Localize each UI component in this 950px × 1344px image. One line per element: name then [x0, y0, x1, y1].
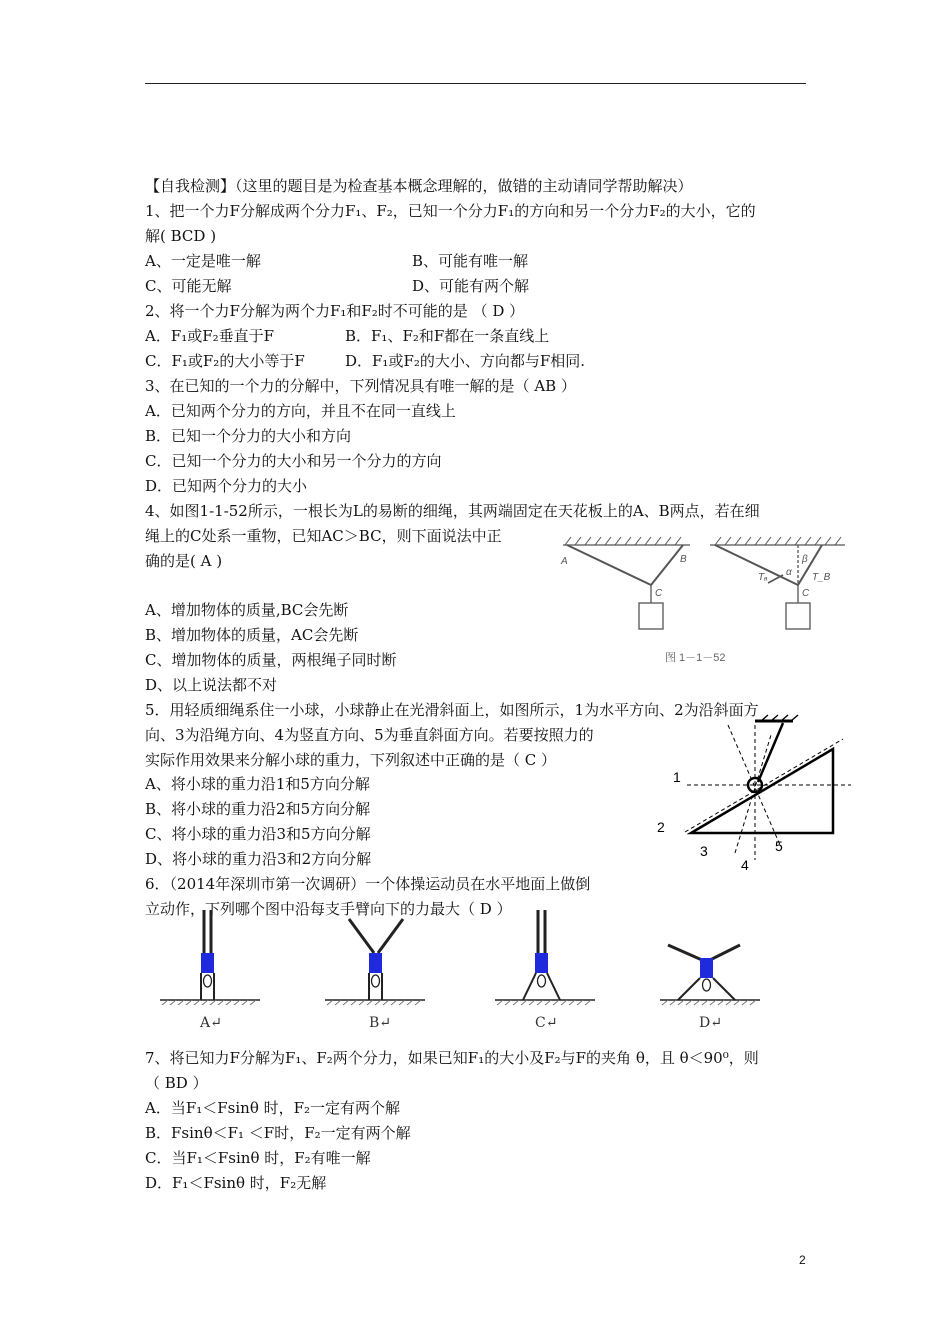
q4-option-d: D、以上说法都不对	[145, 676, 278, 694]
fig5-label-2: 2	[657, 819, 665, 835]
fig4-label-alpha: α	[786, 567, 792, 578]
q5-stem-line1: 5．用轻质细绳系住一小球，小球静止在光滑斜面上，如图所示，1为水平方向、2为沿斜面方	[145, 701, 759, 719]
fig4-label-a: A	[561, 556, 568, 567]
q2-option-a: A．F₁或F₂垂直于F	[145, 327, 275, 345]
fig4-label-c-left: C	[655, 588, 663, 599]
q3-option-d: D．已知两个分力的大小	[145, 477, 308, 495]
q2-option-d: D．F₁或F₂的大小、方向都与F相同.	[345, 352, 586, 370]
q5-stem-line3: 实际作用效果来分解小球的重力，下列叙述中正确的是（ C ）	[145, 751, 557, 769]
q5-option-d: D、将小球的重力沿3和2方向分解	[145, 850, 372, 868]
fig4-label-b: B	[680, 554, 687, 565]
q5-stem-line2: 向、3为沿绳方向、4为竖直方向、5为垂直斜面方向。若要按照力的	[145, 726, 594, 744]
section-heading: 【自我检测】（这里的题目是为检查基本概念理解的，做错的主动请同学帮助解决）	[145, 177, 693, 195]
q1-option-b: B、可能有唯一解	[412, 252, 529, 270]
fig4-label-c-right: C	[802, 588, 810, 599]
q4-option-a: A、增加物体的质量,BC会先断	[145, 601, 349, 619]
q7-option-b: B．Fsinθ＜F₁ ＜F时，F₂一定有两个解	[145, 1124, 411, 1142]
q7-option-a: A．当F₁＜Fsinθ 时，F₂一定有两个解	[145, 1099, 401, 1117]
q2-option-c: C．F₁或F₂的大小等于F	[145, 352, 305, 370]
handstand-figures	[150, 905, 780, 1035]
incline-figure	[655, 715, 855, 875]
q5-option-b: B、将小球的重力沿2和5方向分解	[145, 800, 371, 818]
q4-stem-line3: 确的是( A )	[145, 552, 223, 570]
q4-stem-line2: 绳上的C处系一重物，已知AC＞BC，则下面说法中正	[145, 527, 502, 545]
q4-option-b: B、增加物体的质量，AC会先断	[145, 626, 359, 644]
q4-option-c: C、增加物体的质量，两根绳子同时断	[145, 651, 397, 669]
header-rule	[145, 83, 806, 84]
fig4-caption: 图 1－1－52	[665, 652, 726, 664]
handstand-d	[660, 945, 760, 1005]
q1-stem-line1: 1、把一个力F分解成两个分力F₁、F₂，已知一个分力F₁的方向和另一个分力F₂的大小，它的	[145, 202, 756, 220]
q2-stem: 2、将一个力F分解为两个力F₁和F₂时不可能的是 （ D ）	[145, 302, 525, 320]
fig5-label-1: 1	[673, 769, 681, 785]
q1-option-d: D、可能有两个解	[412, 277, 530, 295]
handstand-c	[495, 910, 595, 1005]
q7-option-c: C．当F₁＜Fsinθ 时，F₂有唯一解	[145, 1149, 371, 1167]
handstand-a	[160, 910, 260, 1005]
rope-figure	[555, 530, 855, 670]
fig5-label-4: 4	[741, 857, 749, 873]
q6-stem-line1: 6．（2014年深圳市第一次调研）一个体操运动员在水平地面上做倒	[145, 875, 591, 893]
q5-option-a: A、将小球的重力沿1和5方向分解	[145, 775, 370, 793]
q1-stem-line2: 解( BCD )	[145, 227, 217, 245]
q1-option-a: A、一定是唯一解	[145, 252, 261, 270]
fig5-label-5: 5	[775, 838, 783, 854]
fig4-label-ta: Tₐ	[758, 572, 768, 583]
q3-option-a: A．已知两个分力的方向，并且不在同一直线上	[145, 402, 456, 420]
fig4-label-beta: β	[802, 554, 808, 565]
q7-stem-line2: （ BD ）	[145, 1074, 208, 1092]
handstand-b	[325, 919, 425, 1005]
q3-option-b: B．已知一个分力的大小和方向	[145, 427, 352, 445]
q7-option-d: D．F₁＜Fsinθ 时，F₂无解	[145, 1174, 327, 1192]
fig5-label-3: 3	[700, 843, 708, 859]
q2-option-b: B．F₁、F₂和F都在一条直线上	[345, 327, 550, 345]
q7-stem-line1: 7、将已知力F分解为F₁、F₂两个分力，如果已知F₁的大小及F₂与F的夹角 θ，且 θ＜90⁰，则	[145, 1049, 759, 1067]
q5-option-c: C、将小球的重力沿3和5方向分解	[145, 825, 371, 843]
q1-option-c: C、可能无解	[145, 277, 232, 295]
handstand-label-d: D↵	[699, 1015, 722, 1031]
page-number: 2	[799, 1253, 806, 1267]
handstand-label-a: A↵	[200, 1015, 222, 1031]
handstand-label-c: C↵	[535, 1015, 558, 1031]
q3-stem: 3、在已知的一个力的分解中，下列情况具有唯一解的是（ AB ）	[145, 377, 576, 395]
fig4-label-tb: T_B	[812, 572, 831, 583]
q3-option-c: C．已知一个分力的大小和另一个分力的方向	[145, 452, 442, 470]
q4-stem-line1: 4、如图1-1-52所示，一根长为L的易断的细绳，其两端固定在天花板上的A、B两点，若在细	[145, 502, 760, 520]
q6-stem-line2: 立动作，下列哪个图中沿每支手臂向下的力最大（ D ）	[145, 900, 512, 918]
handstand-label-b: B↵	[369, 1015, 392, 1031]
